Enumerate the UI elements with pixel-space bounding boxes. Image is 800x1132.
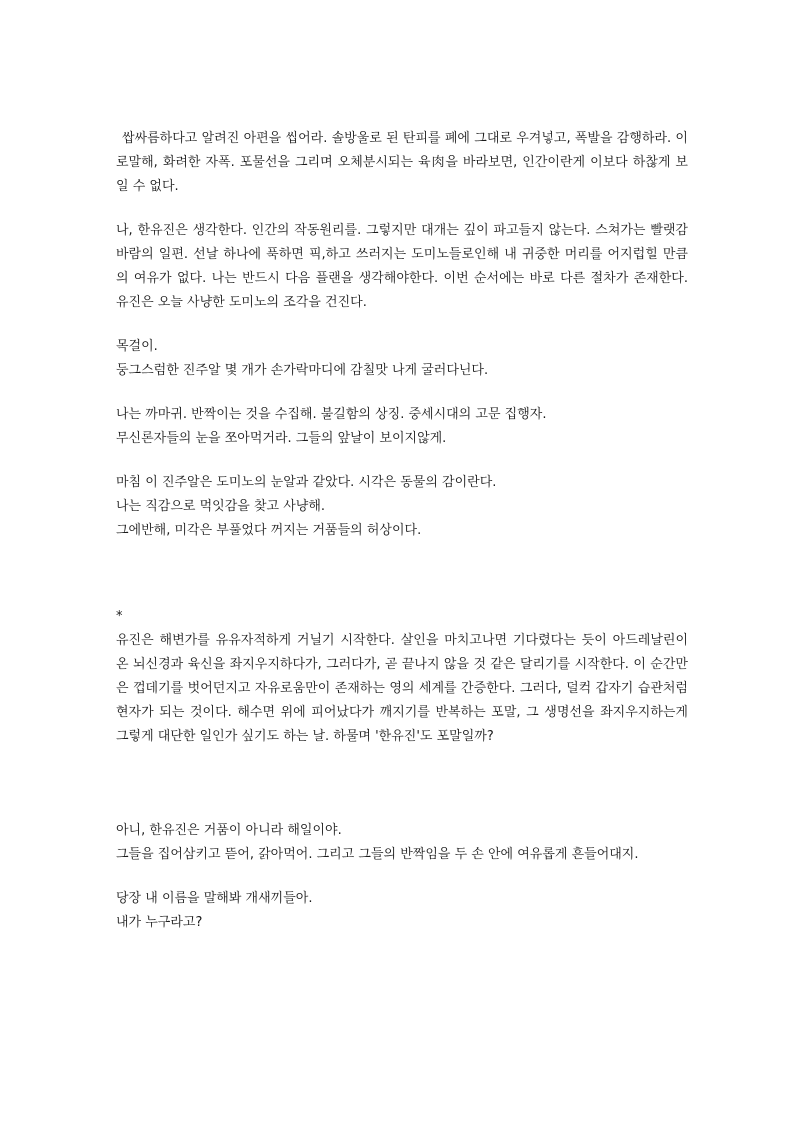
paragraph-spacer	[116, 199, 688, 219]
section-spacer	[116, 749, 688, 819]
paragraph-necklace: 목걸이. 둥그스럼한 진주알 몇 개가 손가락마디에 감칠맛 나게 굴러다닌다.	[116, 339, 489, 378]
document-page	[116, 127, 688, 935]
paragraph-pearl-eye: 마침 이 진주알은 도미노의 눈알과 같았다. 시각은 동물의 감이란다. 나는 직감으로 먹잇감을 찾고 사냥해. 그에반해, 미각은 부풀었다 꺼지는 거품들의 허상이다.	[116, 475, 497, 538]
paragraph-crow: 나는 까마귀. 반짝이는 것을 수집해. 불길함의 상징. 중세시대의 고문 집행자. 무신론자들의 눈을 쪼아먹거라. 그들의 앞날이 보이지않게.	[116, 407, 547, 446]
paragraph-say-my-name: 당장 내 이름을 말해봐 개새끼들아. 내가 누구라고?	[116, 891, 313, 930]
paragraph-spacer	[116, 315, 688, 335]
paragraph-han-yujin-thinks: 나, 한유진은 생각한다. 인간의 작동원리를. 그렇지만 대개는 깊이 파고들지 않는다. 스쳐가는 빨랫감 바람의 일편. 선날 하나에 푹하면 픽,하고 쓰러지는 도미노들로인해 내 귀중한 머리를 어지럽힐 만큼의 여유가 없다. 나는 반드시 다음 플랜을 생각해야한다. 이번 순서에는 바로 다른 절차가 존재한다. 유진은 오늘 사냥한 도미노의 조각을 건진다.	[116, 223, 688, 310]
paragraph-spacer	[116, 383, 688, 403]
paragraph-spacer	[116, 451, 688, 471]
paragraph-spacer	[116, 867, 688, 887]
paragraph-opium: 쌉싸름하다고 알려진 아편을 씹어라. 솔방울로 된 탄피를 폐에 그대로 우겨넣고, 폭발을 감행하라. 이로말해, 화려한 자폭. 포물선을 그리며 오체분시되는 육肉을 바라보면, 인간이란게 이보다 하찮게 보일 수 없다.	[116, 131, 688, 194]
paragraph-beach-walk: * 유진은 해변가를 유유자적하게 거닐기 시작한다. 살인을 마치고나면 기다렸다는 듯이 아드레날린이 온 뇌신경과 육신을 좌지우지하다가, 그러다가, 곧 끝나지 않을 것 같은 달리기를 시작한다. 이 순간만은 껍데기를 벗어던지고 자유로움만이 존재하는 영의 세계를 간증한다. 그러다, 덜컥 갑자기 습관처럼 현자가 되는 것이다. 해수면 위에 피어났다가 깨지기를 반복하는 포말, 그 생명선을 좌지우지하는게 그렇게 대단한 일인가 싶기도 하는 날. 하물며 '한유진'도 포말일까?	[116, 609, 688, 744]
section-spacer	[116, 543, 688, 605]
paragraph-tsunami: 아니, 한유진은 거품이 아니라 해일이야. 그들을 집어삼키고 뜯어, 갉아먹어. 그리고 그들의 반짝임을 두 손 안에 여유롭게 흔들어대지.	[116, 823, 639, 862]
